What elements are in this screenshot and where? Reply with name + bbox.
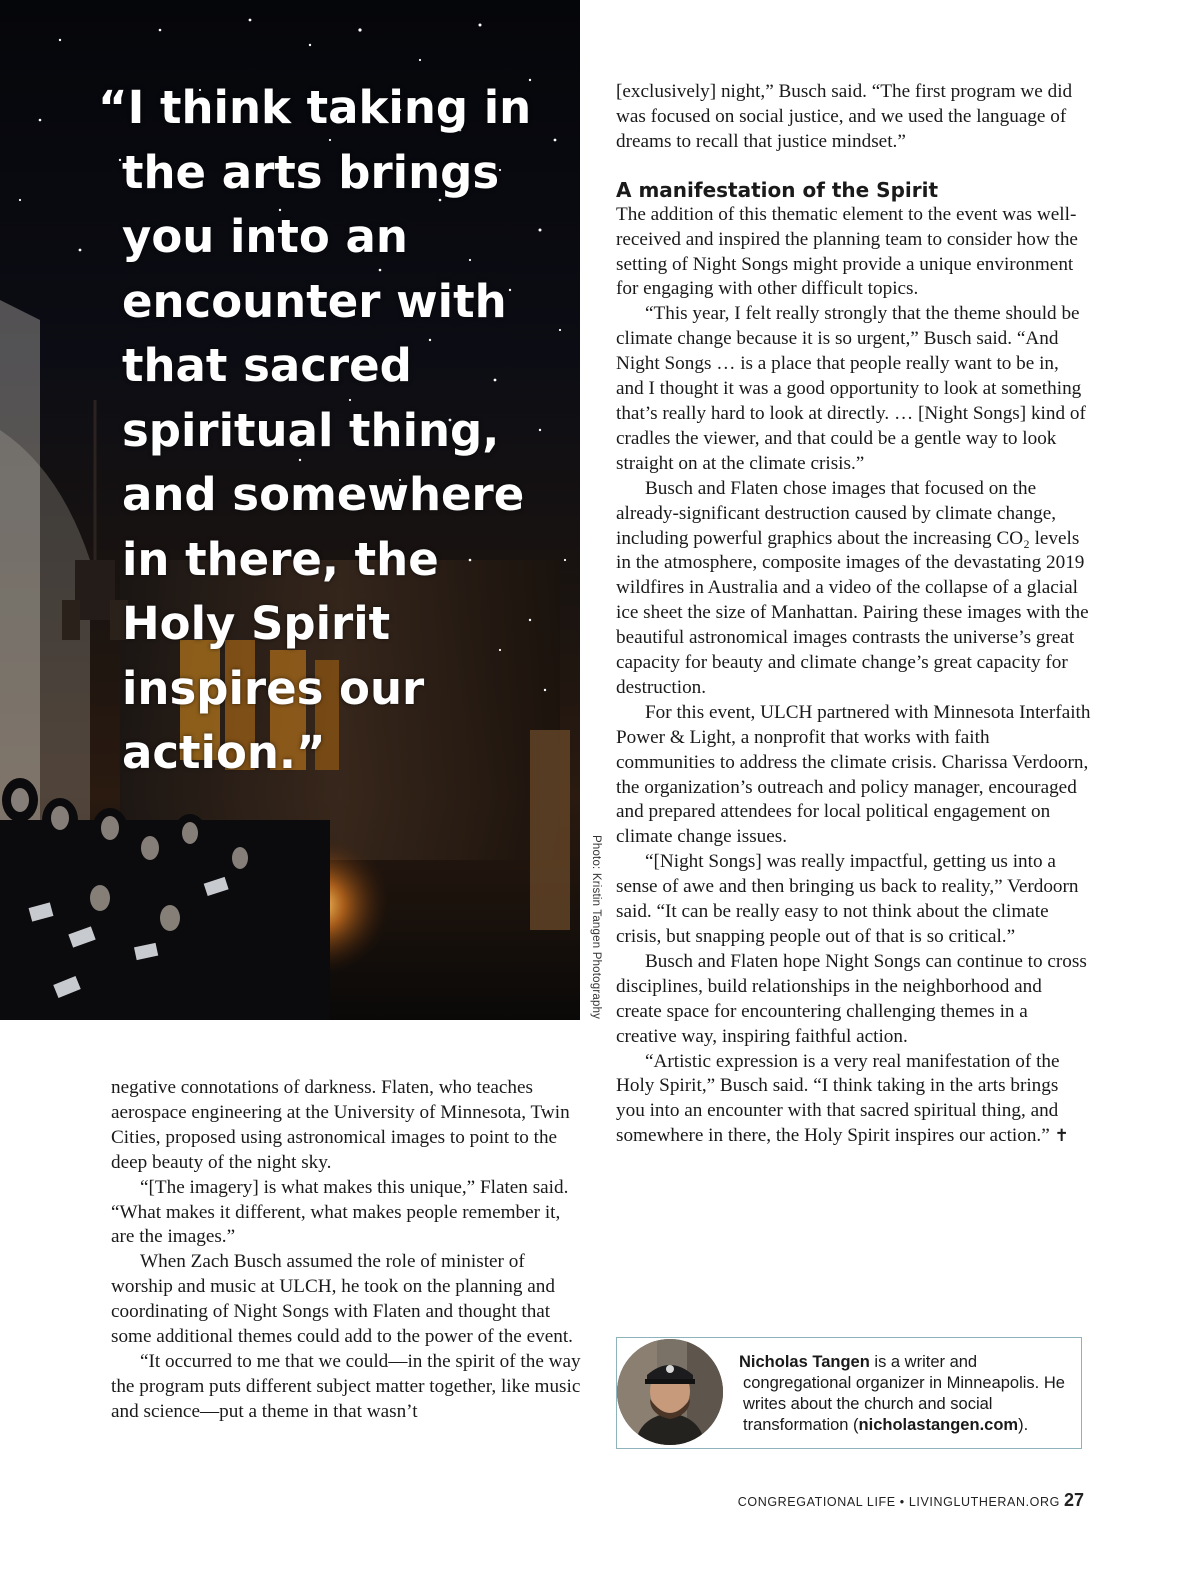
bio-text-after-link: ). xyxy=(1018,1416,1029,1434)
body-paragraph: For this event, ULCH partnered with Minnesota Interfaith Power & Light, a nonprofit that works with faith communities to address the climate crisis. Charissa Verdoorn, the organization’s outreach and policy manager, encouraged and prepared attendees for local political engagement on climate change issues. xyxy=(616,701,1091,848)
body-paragraph: “This year, I felt really strongly that the theme should be climate change because it is so urgent,” Busch said. “And Night Songs … is a place that people really want to be in, and I thought it was a good opportunity to look at something that’s really hard to look at directly. … [Night Songs] kind of cradles the viewer, and that could be a gentle way to look straight on at the climate crisis.” xyxy=(616,303,1086,474)
author-bio xyxy=(739,1352,1074,1436)
footer-section-label: CONGREGATIONAL LIFE • LIVINGLUTHERAN.ORG xyxy=(737,1495,1060,1509)
right-column xyxy=(616,80,1091,1149)
feature-photo xyxy=(0,0,580,1020)
body-paragraph: When Zach Busch assumed the role of minister of worship and music at ULCH, he took on the planning and coordinating of Night Songs with Flaten and thought that some additional themes could add to the power of the event. xyxy=(111,1251,573,1348)
pull-quote xyxy=(98,76,558,786)
body-paragraph: “[Night Songs] was really impactful, getting us into a sense of awe and then bringing us back to reality,” Verdoorn said. “It can be really easy to not think about the climate crisis, but snapping people out of that is so critical.” xyxy=(616,851,1079,947)
author-bio-box xyxy=(616,1337,1082,1449)
pull-quote-text: “I think taking in the arts brings you into an encounter with that sacred spiritual thing, and somewhere in there, the Holy Spirit inspires our action.” xyxy=(98,81,532,779)
author-name: Nicholas Tangen xyxy=(739,1353,870,1371)
bio-text-before-link: is a writer and congregational organizer in Minneapolis. He writes about the church and social transformation ( xyxy=(743,1353,1065,1434)
body-paragraph: negative connotations of darkness. Flaten, who teaches aerospace engineering at the University of Minnesota, Twin Cities, proposed using astronomical images to point to the deep beauty of the night sky. xyxy=(111,1077,570,1173)
author-avatar xyxy=(617,1339,723,1445)
cross-end-mark-icon: ✝ xyxy=(1054,1126,1069,1147)
section-subhead: A manifestation of the Spirit xyxy=(616,177,939,202)
body-paragraph: Busch and Flaten hope Night Songs can continue to cross disciplines, build relationships in the neighborhood and create space for encountering challenging themes in a creative way, inspiring faithful action. xyxy=(616,950,1087,1047)
page-footer xyxy=(738,1490,1084,1511)
left-column xyxy=(111,1076,581,1425)
body-paragraph: The addition of this thematic element to the event was well-received and inspired the planning team to consider how the setting of Night Songs might provide a unique environment for engaging with other difficult topics. xyxy=(616,203,1078,300)
body-paragraph: [exclusively] night,” Busch said. “The first program we did was focused on social justice, and we used the language of dreams to recall that justice mindset.” xyxy=(616,81,1073,152)
author-portrait-icon xyxy=(617,1339,723,1445)
body-paragraph-final xyxy=(616,1050,1091,1150)
photo-credit: Photo: Kristin Tangen Photography xyxy=(590,835,602,1020)
author-website-link[interactable]: nicholastangen.com xyxy=(858,1416,1019,1434)
final-paragraph-text: “Artistic expression is a very real manifestation of the Holy Spirit,” Busch said. “I think taking in the arts brings you into an encounter with that sacred spiritual thing, and somewhere in there, the Holy Spirit inspires our action.” xyxy=(616,1050,1060,1147)
body-paragraph: “[The imagery] is what makes this unique,” Flaten said. “What makes it different, what makes people remember it, are the images.” xyxy=(111,1176,569,1248)
body-paragraph: Busch and Flaten chose images that focused on the already-significant destruction caused by climate change, including powerful graphics about the increasing CO₂ levels in the atmosphere, composite images of the devastating 2019 wildfires in Australia and a video of the collapse of a glacial ice sheet the size of Manhattan. Pairing these images with the beautiful astronomical images contrasts the universe’s great capacity for beauty and climate change’s great capacity for destruction. xyxy=(616,477,1089,698)
page-number: 27 xyxy=(1063,1490,1084,1510)
body-paragraph: “It occurred to me that we could—in the spirit of the way the program puts different subject matter together, like music and science—put a theme in that wasn’t xyxy=(111,1350,581,1422)
